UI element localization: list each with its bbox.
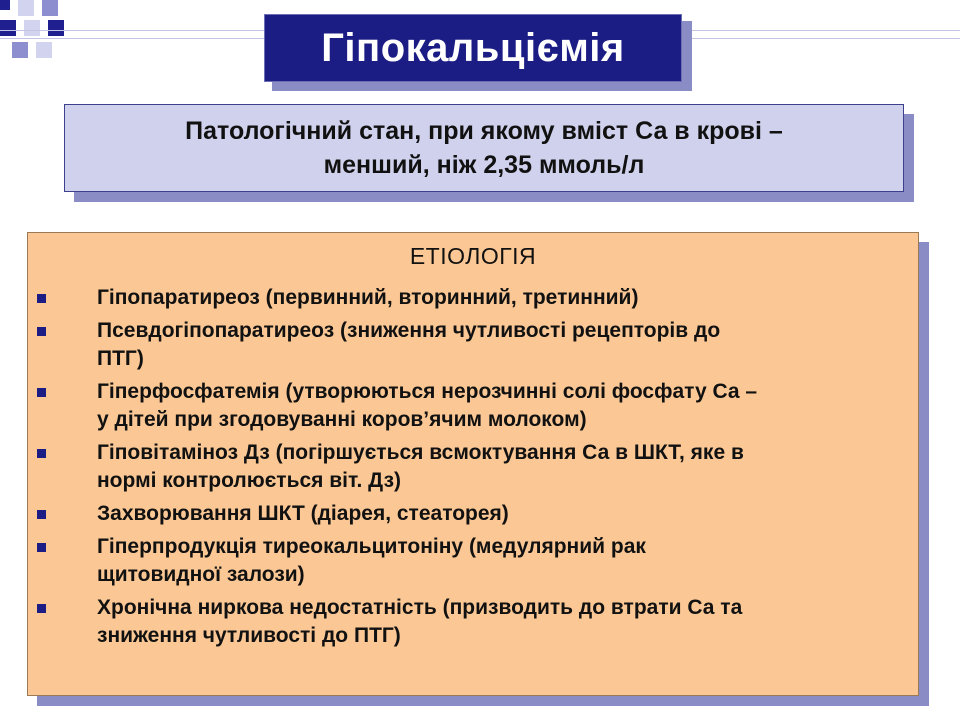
etiology-item-line-2: у дітей при згодовуванні коров’ячим молоком) — [97, 408, 587, 431]
etiology-item — [28, 378, 918, 434]
decor-square — [12, 42, 28, 58]
square-bullet-icon — [37, 510, 46, 519]
etiology-heading: ЕТІОЛОГІЯ — [409, 243, 537, 269]
etiology-item — [28, 594, 918, 650]
slide-title — [264, 14, 682, 82]
etiology-item-line-1: Гіповітаміноз Дз (погіршується всмоктування Са в ШКТ, яке в — [97, 441, 744, 464]
square-bullet-icon — [37, 294, 46, 303]
etiology-item — [28, 317, 918, 373]
definition-line-2: менший, ніж 2,35 ммоль/л — [323, 151, 645, 179]
definition-line-1: Патологічний стан, при якому вміст Са в крові – — [185, 117, 783, 145]
decor-square — [0, 20, 16, 36]
decor-square — [18, 0, 34, 16]
etiology-item-line-1: Гіпопаратиреоз (первинний, вторинний, третинний) — [97, 286, 639, 309]
etiology-item — [28, 439, 918, 495]
etiology-item-line-2: щитовидної залози) — [97, 563, 305, 586]
etiology-item — [28, 533, 918, 589]
etiology-item-line-1: Хронічна ниркова недостатність (призводить до втрати Са та — [97, 596, 743, 619]
slide-title-text: Гіпокальціємія — [321, 25, 625, 70]
definition-box — [64, 104, 904, 192]
decor-square — [42, 0, 58, 16]
etiology-item-line-1: Гіперфосфатемія (утворюються нерозчинні солі фосфату Са – — [97, 380, 758, 403]
square-bullet-icon — [37, 449, 46, 458]
etiology-item-line-2: нормі контролюється віт. Дз) — [97, 469, 402, 492]
square-bullet-icon — [37, 388, 46, 397]
etiology-list — [28, 284, 918, 655]
etiology-item — [28, 500, 918, 528]
etiology-item-line-1: Гіперпродукція тиреокальцитоніну (медулярний рак — [97, 535, 646, 558]
decor-square — [48, 20, 64, 36]
square-bullet-icon — [37, 327, 46, 336]
etiology-item-line-1: Захворювання ШКТ (діарея, стеаторея) — [97, 502, 509, 525]
square-bullet-icon — [37, 604, 46, 613]
decor-square — [0, 0, 10, 10]
etiology-item — [28, 284, 918, 312]
etiology-item-line-2: зниження чутливості до ПТГ) — [97, 624, 401, 647]
decor-square — [36, 42, 52, 58]
etiology-item-line-1: Псевдогіпопаратиреоз (зниження чутливості рецепторів до — [97, 319, 721, 342]
etiology-item-line-2: ПТГ) — [97, 347, 144, 370]
square-bullet-icon — [37, 543, 46, 552]
etiology-box — [27, 232, 919, 696]
decor-square — [24, 20, 40, 36]
